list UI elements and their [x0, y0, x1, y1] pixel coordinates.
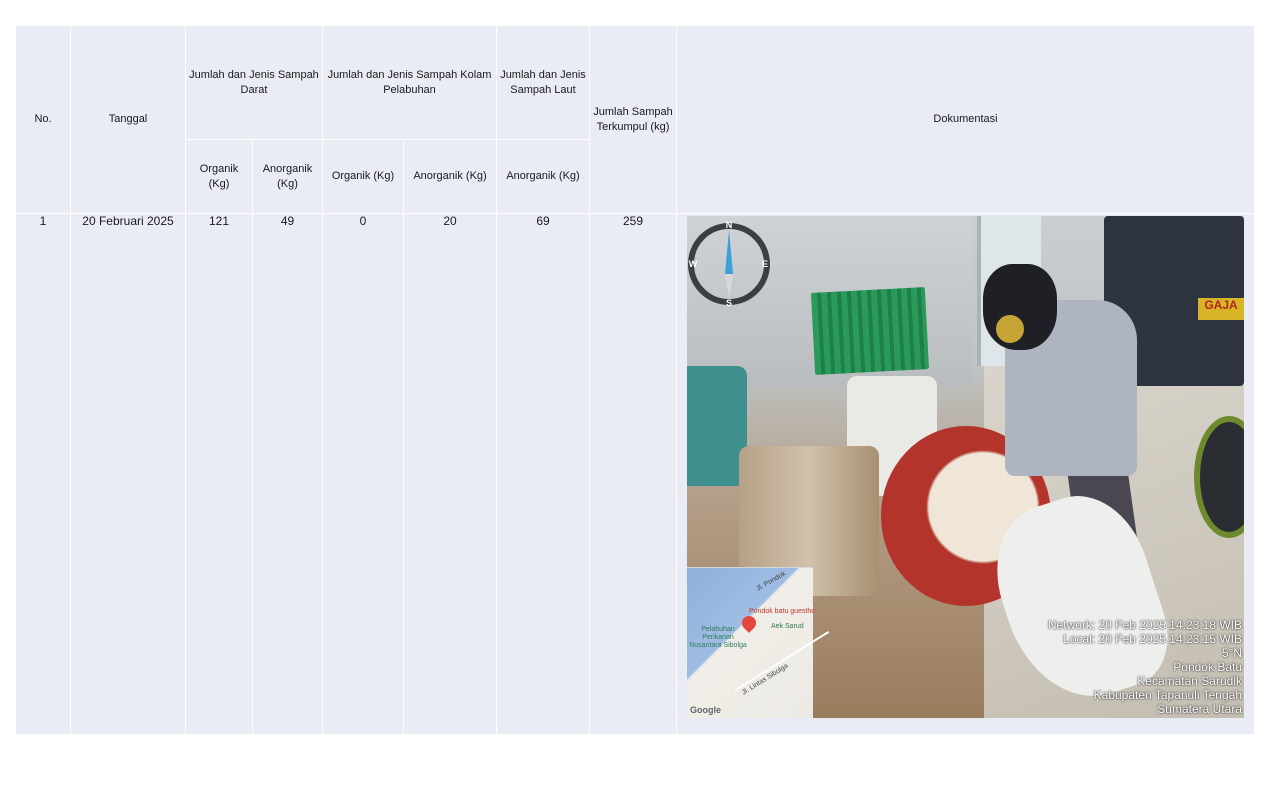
geotag-stamp: [1048, 618, 1242, 716]
cell-no: 1: [16, 214, 71, 735]
cell-laut-anorganik: 69: [497, 214, 590, 735]
compass-east: E: [761, 259, 769, 269]
compass-west: W: [688, 259, 698, 269]
map-road-label: Jl. Pondok: [755, 570, 787, 593]
header-kolam-organik: Organik (Kg): [323, 140, 404, 214]
stamp-district: Kecamatan Sarudik: [1137, 674, 1242, 688]
header-jumlah-terkumpul: Jumlah Sampah Terkumpul (kg): [590, 26, 677, 214]
header-no: No.: [16, 26, 71, 214]
header-darat-organik: Organik (Kg): [186, 140, 253, 214]
table-row: [16, 214, 1255, 735]
stamp-coordinates: 5°N: [1221, 646, 1242, 660]
header-sampah-laut: Jumlah dan Jenis Sampah Laut: [497, 26, 590, 140]
google-logo: Google: [690, 705, 721, 715]
header-darat-anorganik: Anorganik (Kg): [253, 140, 323, 214]
map-port-label: Pelabuhan Perikanan Nusantara Sibolga: [689, 626, 747, 649]
header-laut-anorganik: Anorganik (Kg): [497, 140, 590, 214]
cell-tanggal: 20 Februari 2025: [71, 214, 186, 735]
cell-darat-anorganik: 49: [253, 214, 323, 735]
photo-teal-bin: [687, 366, 747, 486]
stamp-province: Sumatera Utara: [1157, 702, 1242, 716]
header-sampah-darat: Jumlah dan Jenis Sampah Darat: [186, 26, 323, 140]
cell-kolam-organik: 0: [323, 214, 404, 735]
cell-dokumentasi: [677, 214, 1255, 735]
stamp-village: Pondok Batu: [1173, 660, 1242, 674]
waste-report-table: [15, 25, 1255, 735]
photo-green-crate: [811, 287, 929, 375]
stamp-local-time: Local: 20 Feb 2025 14:23:15 WIB: [1063, 632, 1242, 646]
stamp-network-time: Network: 20 Feb 2025 14:23:18 WIB: [1047, 618, 1242, 632]
header-sampah-kolam: Jumlah dan Jenis Sampah Kolam Pelabuhan: [323, 26, 497, 140]
documentation-photo: [687, 216, 1244, 718]
header-kolam-anorganik: Anorganik (Kg): [404, 140, 497, 214]
map-village-label: Aek Sarud: [771, 623, 804, 630]
stamp-regency: Kabupaten Tapanuli Tengah: [1093, 688, 1242, 702]
map-road-label-2: Jl. Lintas Sibolga: [740, 662, 790, 697]
photo-cap-badge: [993, 312, 1027, 346]
compass-south: S: [725, 298, 733, 308]
compass-icon: [687, 216, 775, 314]
header-dokumentasi: Dokumentasi: [677, 26, 1255, 214]
compass-north: N: [725, 220, 733, 230]
cell-total: 259: [590, 214, 677, 735]
cart-label: GAJA: [1198, 298, 1244, 320]
cell-kolam-anorganik: 20: [404, 214, 497, 735]
location-map: [687, 567, 813, 718]
map-poi-label: Pondok batu guesthc: [749, 608, 815, 615]
header-tanggal: Tanggal: [71, 26, 186, 214]
cell-darat-organik: 121: [186, 214, 253, 735]
